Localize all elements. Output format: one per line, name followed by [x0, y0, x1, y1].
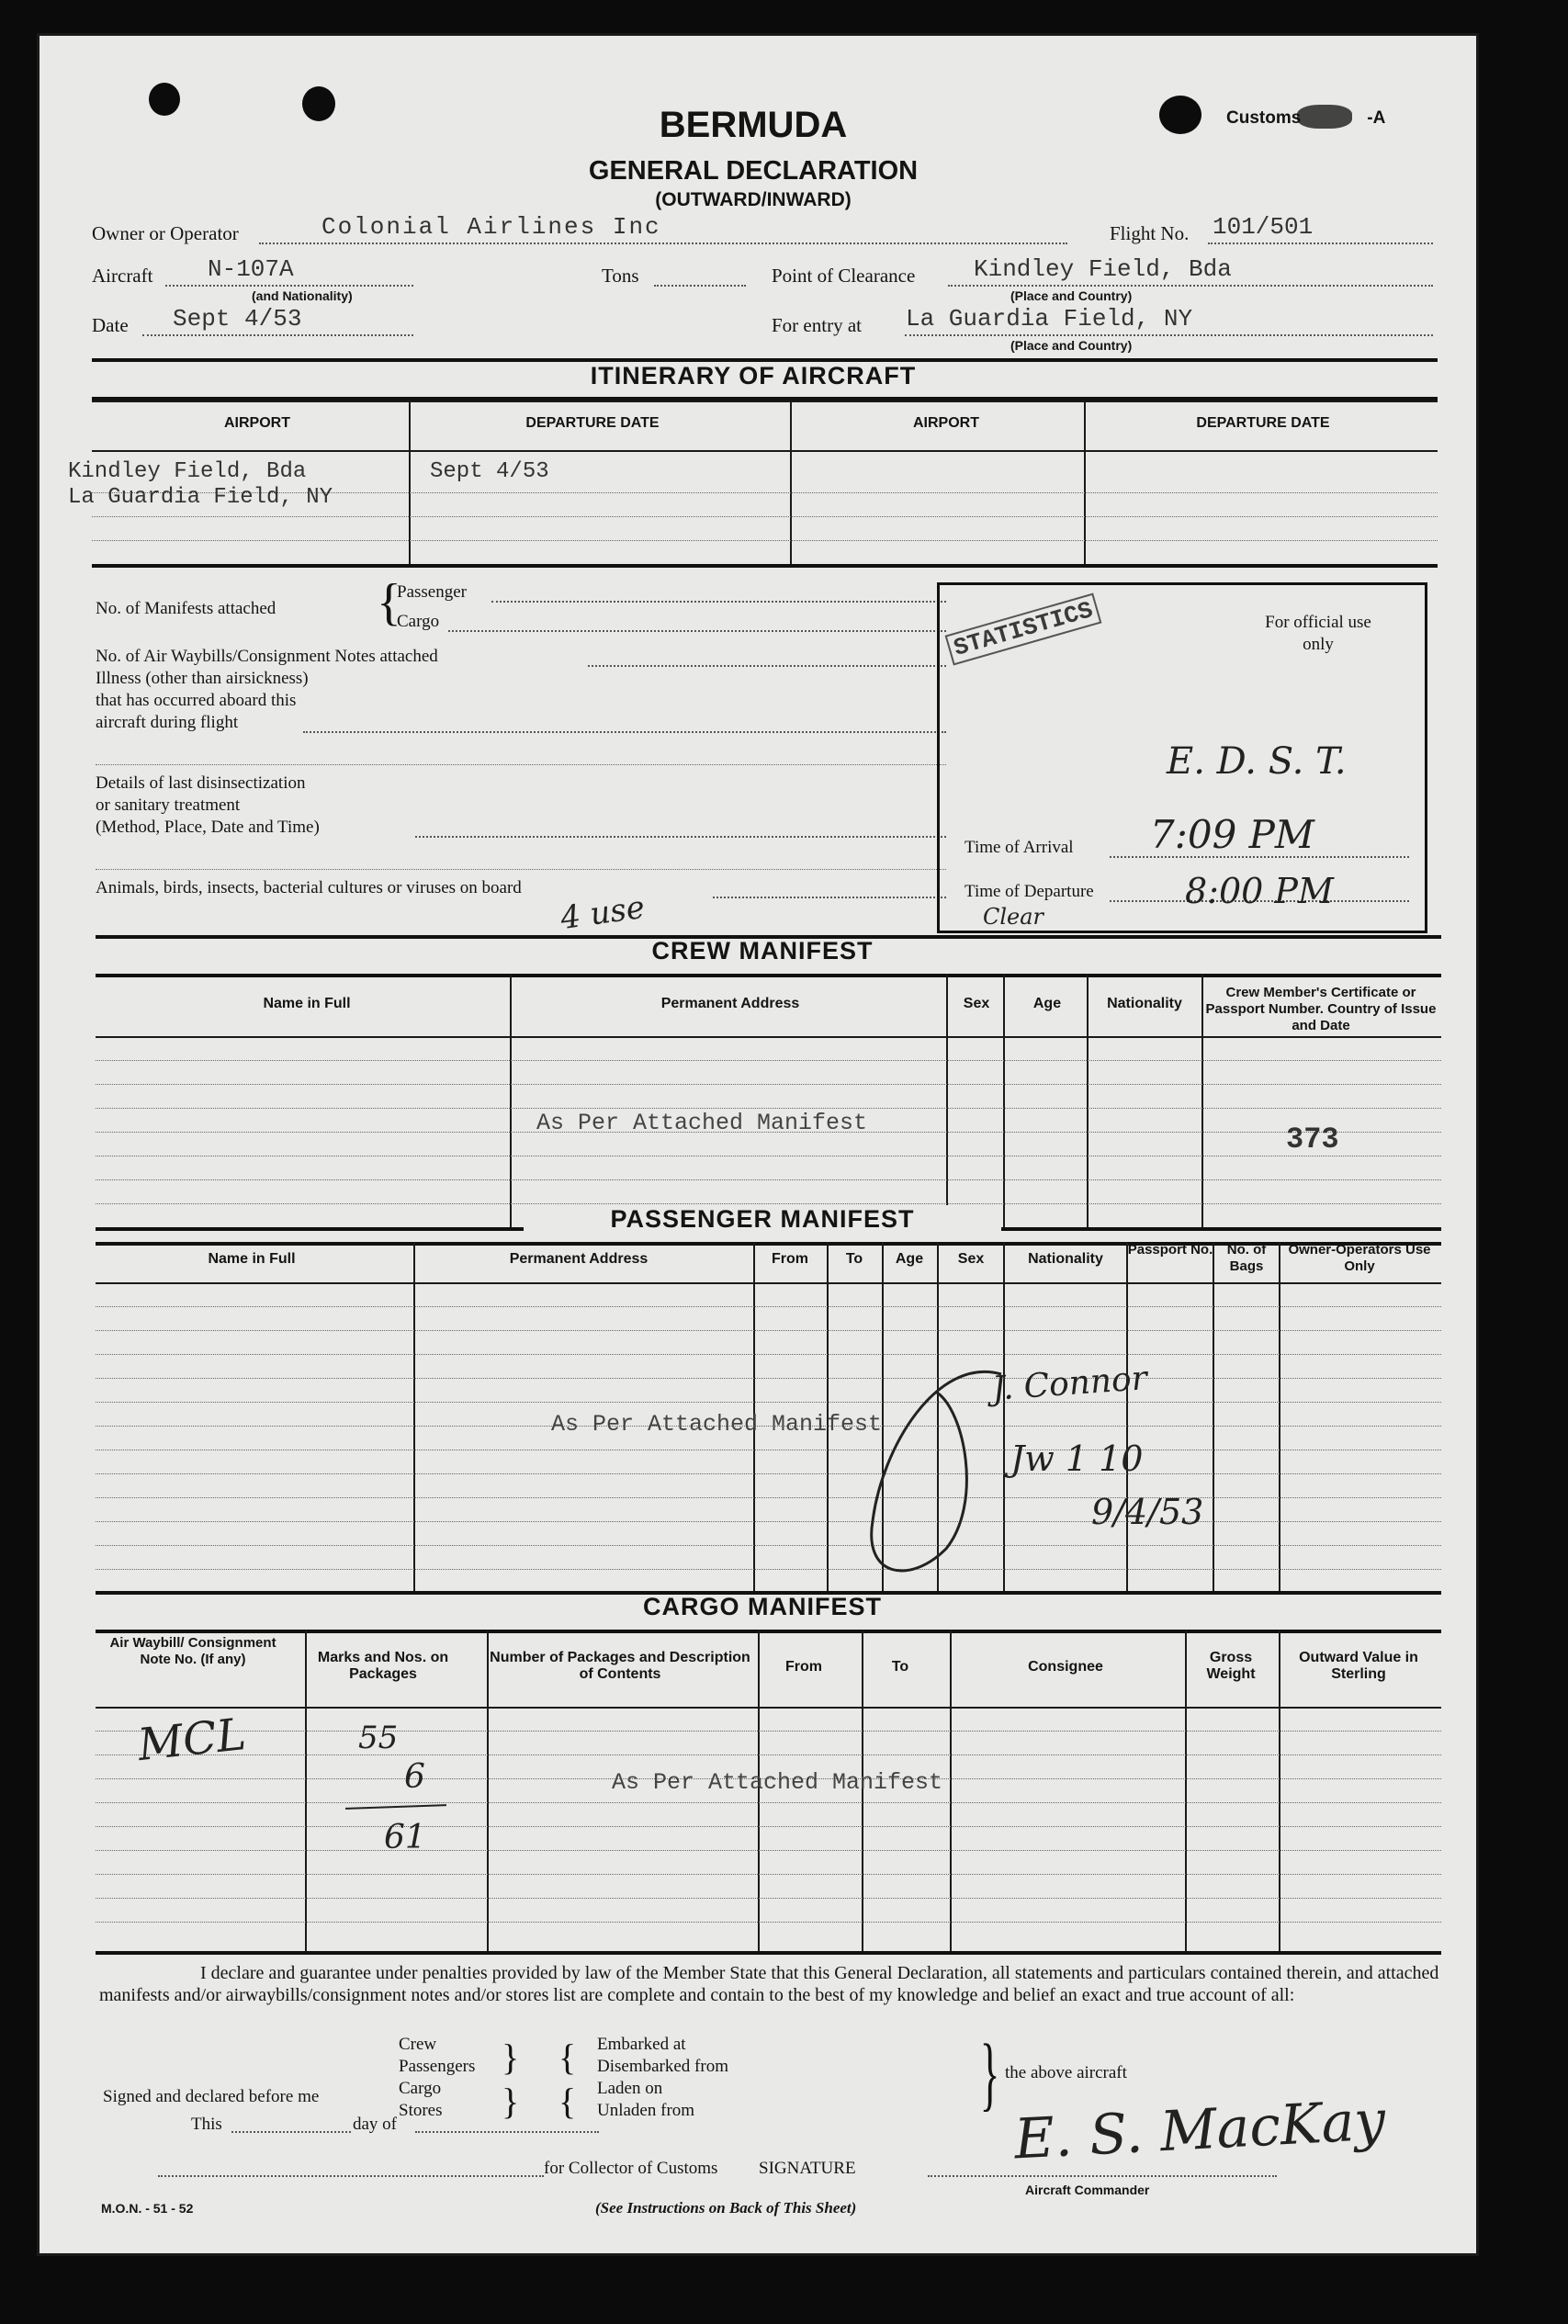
crew-col-name: Name in Full [263, 996, 351, 1011]
official-use-label: For official use only [1265, 613, 1371, 654]
punch-hole-mid [302, 86, 335, 121]
cargo-hand-mark-1: 55 [358, 1720, 399, 1756]
itin-airport-2: La Guardia Field, NY [68, 485, 333, 510]
commander-label: Aircraft Commander [1025, 2183, 1150, 2197]
itin-airport-1: Kindley Field, Bda [68, 459, 307, 484]
passenger-note: As Per Attached Manifest [551, 1411, 883, 1438]
itin-col-airport-1: AIRPORT [224, 415, 290, 431]
cargo-hand-mark-3: 61 [384, 1819, 426, 1856]
declaration-form: BERMUDA GENERAL DECLARATION (OUTWARD/INWARD) Customs -A Owner or Operator Colonial Airlines Inc Flight No. 101/501 Aircraft N-107A (and Nationality) Tons Point of Clearance Kindley Field, Bda (Place and Country) Date Sept 4/53 For entry at La Guardia Field, NY (Place and Country) ITINERARY OF AIRCRAFT AIRPORT DEPARTURE DATE AIRPORT DEPARTURE DATE Kindley Field, Bda La Guardia Field, NY Sept 4/53 No. of Manifests attached { Passenger Cargo No. of Air Waybills/Consignment Notes attached Illness (other than airsickness) that has occurred aboard this aircraft during flight Details of last disinsectization or sanitary treatment (Method, Place, Date and Time) Animals, birds, insects, bacterial cultures or viruses on board 4 use STATISTICS For official use only E. D. S. T. Time of Arrival 7:09 PM Time of Departure 8:00 PM Clear CREW MANIFEST Name in Full Permanent Address Sex Age Nationality Crew Member's Certificate or Passport Number. Country of Issue and Date As Per Attached Manifest 373 PASSENGER MANIFEST Name in Full Permanent Address From To Age Sex Nationality Passport No. No. of Bags Owner-Operators Use Only As Per Attached Manifest J. Connor Jw 1 10 9/4/53 CARGO MANIFEST Air Waybill/ Consignment Note No. (If any) Marks and Nos. on Packages Number of Packages and Description of Contents From To Consignee Gross Weight Outward Value in Sterling As Per Attached Manifest MCL 55 6 61 I declare and guarantee under penalties provided by law of the Member State that this General Declaration, all statements and particulars contained therein, and attached manifests and/or airwaybills/consignment notes and/or stores list are complete and contain to the best of my knowledge and belief an exact and true account of all: Crew Passengers Cargo Stores } } { { Embarked at Disembarked from Laden on Unladen from } the above aircraft Signed and declared before me This day of for Collector of Customs SIGNATURE E. S. MacKay Aircraft Commander M.O.N. - 51 - 52 (See Instructions on Back of This Sheet) [37, 33, 1479, 2256]
arrival-value: 7:09 PM [1150, 812, 1314, 857]
passenger-sig-2: Jw 1 10 [1010, 1438, 1144, 1479]
flight-line [1208, 243, 1433, 244]
tons-label: Tons [602, 265, 639, 287]
cargo-col-consignee: Consignee [1028, 1659, 1103, 1675]
crew-number: 373 [1286, 1123, 1339, 1156]
cargo-col-packages: Number of Packages and Description of Contents [490, 1650, 750, 1682]
pass-col-to: To [845, 1251, 863, 1267]
aircraft-label: Aircraft [92, 265, 153, 287]
cargo-title: CARGO MANIFEST [643, 1593, 882, 1620]
disinsect-label-1: Details of last disinsectization [96, 773, 306, 793]
form-direction: (OUTWARD/INWARD) [655, 189, 852, 210]
aircraft-line [165, 285, 413, 287]
itin-col-date-2: DEPARTURE DATE [1196, 415, 1330, 431]
cargo-label: Cargo [397, 612, 440, 631]
itin-departure-date: Sept 4/53 [430, 459, 549, 484]
pass-col-nationality: Nationality [1028, 1251, 1103, 1267]
clearance-value: Kindley Field, Bda [974, 255, 1232, 283]
tons-line [654, 285, 746, 287]
timezone-handwritten: E. D. S. T. [1167, 740, 1347, 783]
crew-col-age: Age [1032, 996, 1062, 1011]
illness-label-2: that has occurred aboard this [96, 691, 297, 710]
cargo-note: As Per Attached Manifest [612, 1769, 943, 1796]
form-number: M.O.N. - 51 - 52 [101, 2201, 194, 2216]
customs-form-label: Customs -A [1226, 108, 1386, 128]
cargo-col-marks: Marks and Nos. on Packages [317, 1650, 449, 1682]
date-line [142, 334, 413, 336]
crew-col-address: Permanent Address [660, 996, 800, 1011]
punch-hole-right [1159, 96, 1201, 134]
animals-label: Animals, birds, insects, bacterial cultures or viruses on board [96, 878, 522, 897]
clearance-line [948, 285, 1433, 287]
disinsect-label-2: or sanitary treatment [96, 795, 241, 815]
declaration-right-text: the above aircraft [1005, 2063, 1127, 2082]
pass-col-passport: Passport No. [1127, 1242, 1213, 1258]
clearance-label: Point of Clearance [772, 265, 916, 287]
entry-line [905, 334, 1433, 336]
pass-col-bags: No. of Bags [1226, 1242, 1267, 1274]
day-label: day of [353, 2115, 398, 2134]
manifests-label: No. of Manifests attached [96, 599, 276, 618]
owner-line [259, 243, 1067, 244]
pass-col-age: Age [895, 1251, 924, 1267]
crew-note: As Per Attached Manifest [536, 1110, 868, 1136]
form-title: BERMUDA [659, 105, 848, 145]
itinerary-title: ITINERARY OF AIRCRAFT [590, 362, 917, 389]
cargo-col-value: Outward Value in Sterling [1299, 1650, 1418, 1682]
collector-label: for Collector of Customs [544, 2159, 718, 2178]
crew-title: CREW MANIFEST [651, 937, 874, 965]
departure-note: Clear [983, 904, 1044, 930]
declaration-left-items: Crew Passengers Cargo Stores [399, 2035, 476, 2120]
punch-hole-left [149, 83, 180, 116]
pass-col-owner-use: Owner-Operators Use Only [1288, 1242, 1431, 1274]
crew-col-nationality: Nationality [1107, 996, 1182, 1011]
passenger-label: Passenger [397, 582, 467, 602]
clearance-note: (Place and Country) [1010, 288, 1133, 303]
entry-label: For entry at [772, 314, 862, 336]
entry-value: La Guardia Field, NY [906, 305, 1193, 333]
cargo-col-to: To [891, 1659, 909, 1675]
pass-col-name: Name in Full [208, 1251, 296, 1267]
itin-col-date-1: DEPARTURE DATE [525, 415, 660, 431]
arrival-label: Time of Arrival [964, 838, 1074, 857]
cargo-hand-waybill: MCL [135, 1708, 249, 1772]
disinsect-label-3: (Method, Place, Date and Time) [96, 818, 320, 837]
departure-label: Time of Departure [964, 882, 1094, 901]
itin-col-airport-2: AIRPORT [913, 415, 979, 431]
cargo-col-from: From [785, 1659, 822, 1675]
cargo-col-weight: Gross Weight [1206, 1650, 1256, 1682]
declaration-text: I declare and guarantee under penalties provided by law of the Member State that this General Declaration, all statements and particulars contained therein, and attached manifests and/or airwaybills/consignment notes and/or stores list are complete and contain to the best of my knowledge and belief an exact and true account of all: [99, 1963, 1439, 2005]
pass-col-sex: Sex [957, 1251, 985, 1267]
cargo-hand-mark-2: 6 [404, 1758, 425, 1796]
illness-label-1: Illness (other than airsickness) [96, 669, 309, 688]
flight-value: 101/501 [1213, 213, 1314, 241]
form-subtitle: GENERAL DECLARATION [588, 156, 919, 186]
animals-handwritten: 4 use [558, 888, 648, 938]
this-label: This [191, 2115, 222, 2134]
crew-col-certificate: Crew Member's Certificate or Passport Number. Country of Issue and Date [1205, 985, 1437, 1033]
owner-label: Owner or Operator [92, 222, 239, 244]
signature-label: SIGNATURE [759, 2159, 856, 2178]
instructions-note: (See Instructions on Back of This Sheet) [595, 2199, 857, 2217]
date-value: Sept 4/53 [173, 305, 302, 333]
passenger-title: PASSENGER MANIFEST [524, 1205, 1001, 1234]
declaration-mid-items: Embarked at Disembarked from Laden on Unladen from [597, 2035, 728, 2120]
pass-col-from: From [772, 1251, 808, 1267]
crew-col-sex: Sex [963, 996, 990, 1011]
signed-label: Signed and declared before me [103, 2087, 320, 2106]
owner-value: Colonial Airlines Inc [321, 213, 661, 241]
date-label: Date [92, 314, 129, 336]
departure-value: 8:00 PM [1185, 871, 1334, 911]
aircraft-value: N-107A [208, 255, 294, 283]
passenger-sig-1: J. Connor [990, 1359, 1149, 1408]
flight-label: Flight No. [1110, 222, 1190, 244]
entry-note: (Place and Country) [1010, 338, 1133, 353]
cargo-hand-underline [345, 1804, 446, 1810]
statistics-stamp: STATISTICS [945, 593, 1102, 666]
pass-col-address: Permanent Address [509, 1251, 649, 1267]
passenger-sig-date: 9/4/53 [1091, 1492, 1204, 1532]
aircraft-note: (and Nationality) [252, 288, 353, 303]
illness-label-3: aircraft during flight [96, 713, 239, 732]
waybills-label: No. of Air Waybills/Consignment Notes attached [96, 647, 438, 666]
commander-signature: E. S. MacKay [1012, 2088, 1387, 2172]
cargo-col-waybill: Air Waybill/ Consignment Note No. (If any) [109, 1635, 276, 1667]
